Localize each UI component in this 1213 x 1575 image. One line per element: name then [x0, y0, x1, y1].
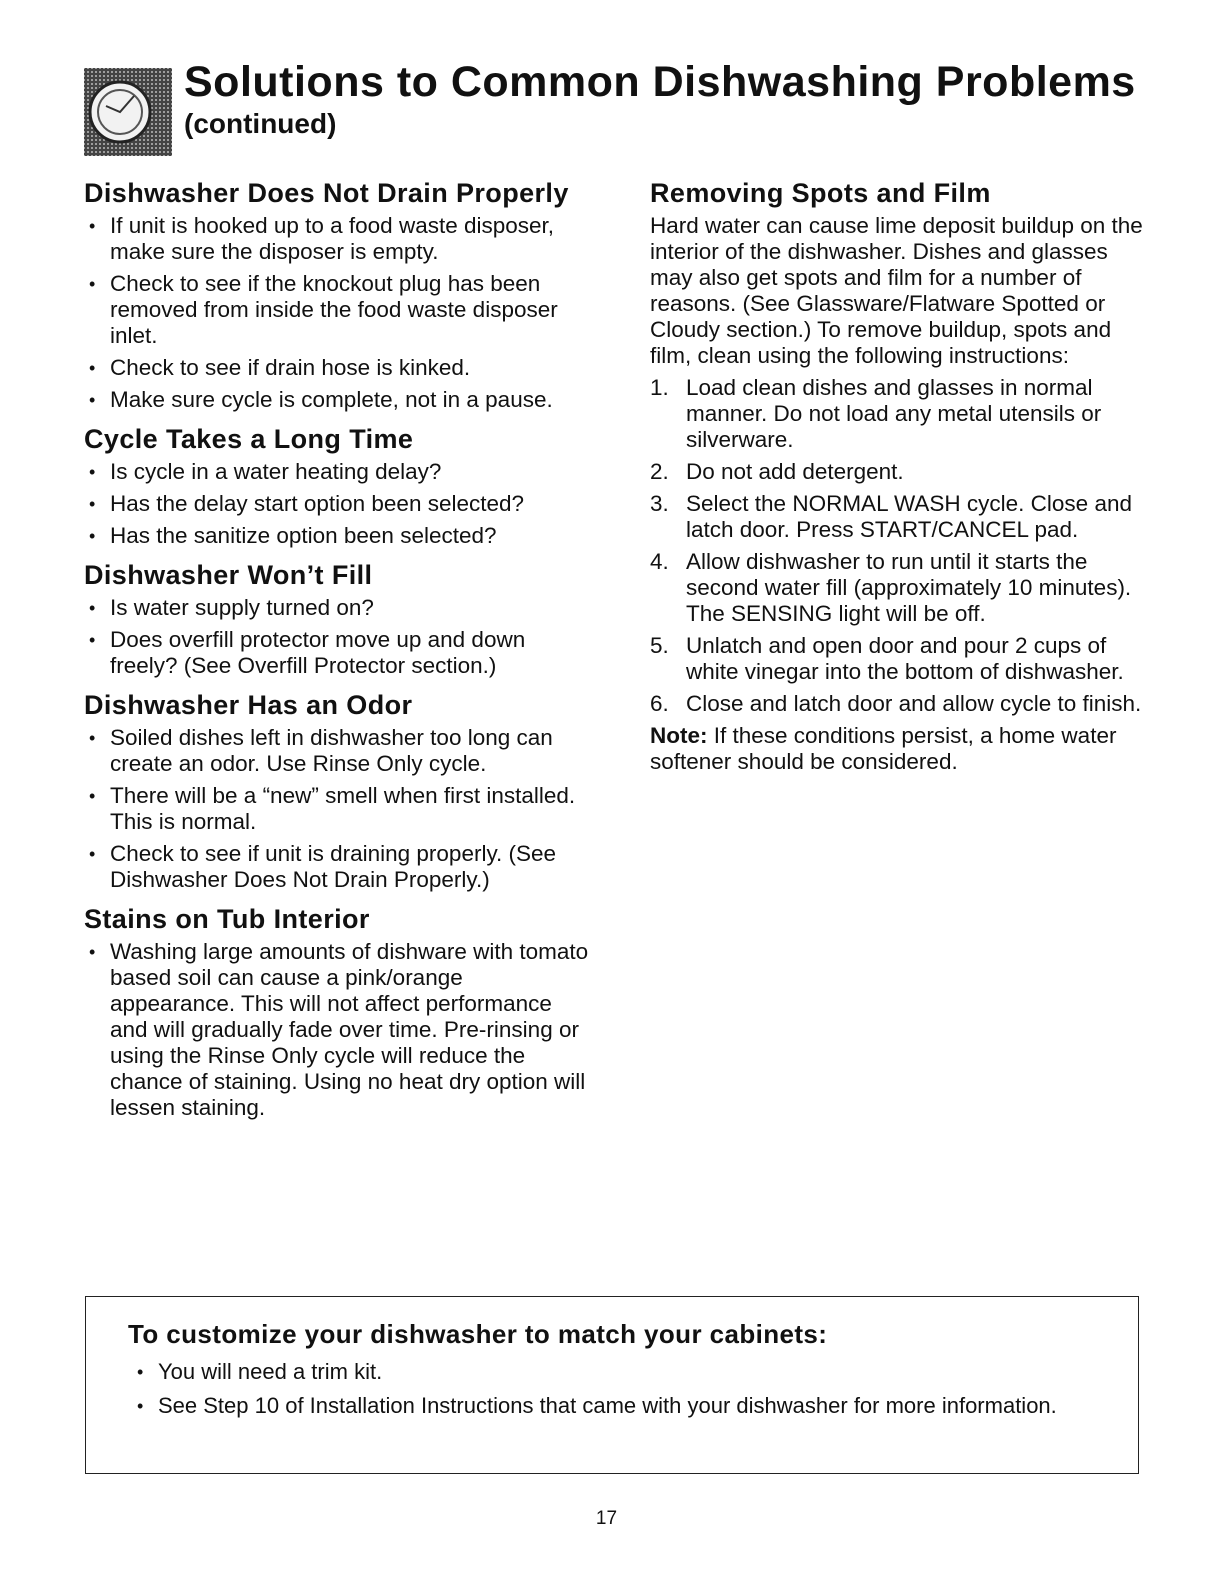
list-item — [84, 523, 594, 549]
step-item — [650, 549, 1150, 627]
list-item-text: Is water supply turned on? — [110, 595, 374, 620]
bullet-list — [84, 939, 594, 1121]
section — [84, 903, 594, 1121]
bullet-list — [84, 213, 594, 413]
list-item-text: Check to see if the knockout plug has been removed from inside the food waste disposer inlet. — [110, 271, 558, 348]
list-item — [84, 627, 594, 679]
section — [84, 177, 594, 413]
list-item-text: Does overfill protector move up and down freely? (See Overfill Protector section.) — [110, 627, 526, 678]
list-item — [84, 841, 594, 893]
list-item — [84, 491, 594, 517]
note — [650, 723, 1150, 775]
bullet-icon: • — [89, 630, 96, 650]
list-item — [84, 595, 594, 621]
bullet-icon: • — [89, 216, 96, 236]
step-item — [650, 375, 1150, 453]
step-text: Select the NORMAL WASH cycle. Close and latch door. Press START/CANCEL pad. — [686, 491, 1132, 542]
section — [84, 689, 594, 893]
bullet-icon: • — [89, 494, 96, 514]
step-number: 5. — [650, 633, 669, 658]
step-number: 2. — [650, 459, 669, 484]
list-item — [132, 1393, 1112, 1419]
list-item — [84, 355, 594, 381]
list-item — [84, 783, 594, 835]
page-header — [82, 58, 1162, 158]
page-number: 17 — [595, 1508, 618, 1529]
list-item-text: Has the delay start option been selected? — [110, 491, 525, 516]
list-item-text: Has the sanitize option been selected? — [110, 523, 497, 548]
page-title: Solutions to Common Dishwashing Problems — [184, 58, 1136, 106]
step-item — [650, 459, 1150, 485]
page-subtitle: (continued) — [184, 108, 337, 139]
list-item — [84, 725, 594, 777]
bullet-list — [84, 595, 594, 679]
step-text: Do not add detergent. — [686, 459, 904, 484]
step-item — [650, 691, 1150, 717]
bullet-icon: • — [89, 526, 96, 546]
section-heading: Dishwasher Has an Odor — [84, 690, 413, 720]
step-item — [650, 491, 1150, 543]
list-item-text: Is cycle in a water heating delay? — [110, 459, 442, 484]
step-item — [650, 633, 1150, 685]
bullet-icon: • — [89, 942, 96, 962]
bullet-icon: • — [89, 844, 96, 864]
list-item-text: Make sure cycle is complete, not in a pause. — [110, 387, 553, 412]
section-intro: Hard water can cause lime deposit buildup on the interior of the dishwasher. Dishes and glasses may also get spots and film for a number of reasons. (See Glassware/Flatware Spotted or Cloudy section.) To remove buildup, spots and film, clean using the following instructions: — [650, 213, 1143, 368]
section-heading: Dishwasher Does Not Drain Properly — [84, 178, 569, 208]
section-heading: Removing Spots and Film — [650, 178, 991, 208]
step-text: Load clean dishes and glasses in normal manner. Do not load any metal utensils or silverware. — [686, 375, 1102, 452]
bullet-icon: • — [89, 358, 96, 378]
bullet-icon: • — [89, 598, 96, 618]
list-item — [84, 939, 594, 1121]
bullet-list — [84, 459, 594, 549]
list-item-text: Soiled dishes left in dishwasher too long can create an odor. Use Rinse Only cycle. — [110, 725, 553, 776]
list-item-text: If unit is hooked up to a food waste disposer, make sure the disposer is empty. — [110, 213, 555, 264]
step-number: 3. — [650, 491, 669, 516]
list-item-text: Washing large amounts of dishware with tomato based soil can cause a pink/orange appearance. This will not affect performance and will gradually fade over time. Pre-rinsing or using the Rinse Only cycle will reduce the chance of staining. Using no heat dry option will lessen staining. — [110, 939, 589, 1120]
note-label: Note: — [650, 723, 708, 748]
bullet-icon: • — [137, 1362, 144, 1382]
section-heading: Dishwasher Won’t Fill — [84, 560, 373, 590]
list-item-text: Check to see if drain hose is kinked. — [110, 355, 471, 380]
step-number: 6. — [650, 691, 669, 716]
dishwasher-icon — [82, 66, 174, 158]
right-column — [650, 177, 1150, 775]
list-item-text: See Step 10 of Installation Instructions that came with your dishwasher for more information. — [158, 1393, 1057, 1418]
bullet-icon: • — [137, 1396, 144, 1416]
step-number: 1. — [650, 375, 669, 400]
bullet-icon: • — [89, 786, 96, 806]
step-text: Close and latch door and allow cycle to finish. — [686, 691, 1142, 716]
list-item — [84, 387, 594, 413]
bullet-icon: • — [89, 274, 96, 294]
list-item-text: There will be a “new” smell when first installed. This is normal. — [110, 783, 576, 834]
bullet-icon: • — [89, 390, 96, 410]
step-text: Allow dishwasher to run until it starts the second water fill (approximately 10 minutes). The SENSING light will be off. — [686, 549, 1132, 626]
section — [84, 559, 594, 679]
left-column — [84, 177, 594, 1131]
section-heading: Stains on Tub Interior — [84, 904, 370, 934]
customize-box — [85, 1296, 1139, 1474]
list-item-text: You will need a trim kit. — [158, 1359, 383, 1384]
box-heading: To customize your dishwasher to match your cabinets: — [128, 1319, 828, 1349]
bullet-icon: • — [89, 728, 96, 748]
bullet-icon: • — [89, 462, 96, 482]
list-item — [84, 459, 594, 485]
note-text: If these conditions persist, a home water softener should be considered. — [650, 723, 1117, 774]
section-heading: Cycle Takes a Long Time — [84, 424, 414, 454]
list-item-text: Check to see if unit is draining properly. (See Dishwasher Does Not Drain Properly.) — [110, 841, 557, 892]
steps-list — [650, 375, 1150, 717]
box-list — [132, 1359, 1112, 1427]
list-item — [84, 213, 594, 265]
step-number: 4. — [650, 549, 669, 574]
step-text: Unlatch and open door and pour 2 cups of white vinegar into the bottom of dishwasher. — [686, 633, 1124, 684]
section — [84, 423, 594, 549]
list-item — [132, 1359, 1112, 1385]
bullet-list — [84, 725, 594, 893]
list-item — [84, 271, 594, 349]
